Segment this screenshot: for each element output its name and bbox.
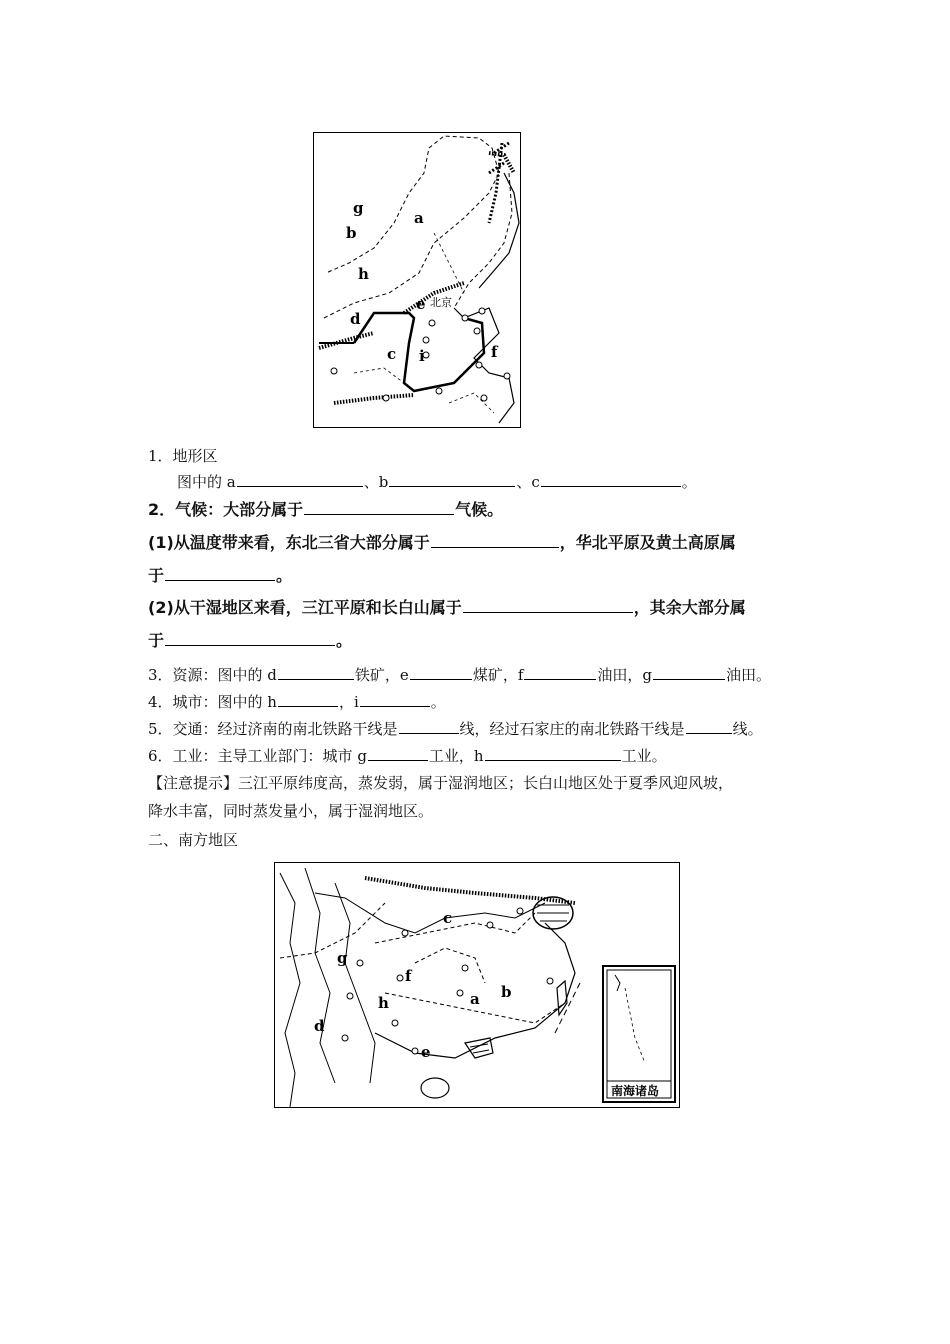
- blank-humid-rest[interactable]: [165, 631, 335, 646]
- blank-humid-sj[interactable]: [463, 598, 633, 613]
- blank-climate[interactable]: [304, 500, 454, 515]
- blank-i[interactable]: [360, 692, 430, 707]
- q1-title: 1．地形区: [148, 447, 218, 465]
- map-label-g: g: [353, 199, 364, 217]
- map-label-beijing: 北京: [430, 296, 452, 309]
- s-map-label-c: c: [443, 909, 453, 927]
- map-label-b: b: [346, 224, 357, 242]
- map-label-a: a: [414, 209, 424, 227]
- blank-a[interactable]: [237, 472, 363, 487]
- map-label-h: h: [358, 265, 369, 283]
- blank-h-industry[interactable]: [485, 746, 621, 761]
- blank-d[interactable]: [278, 665, 354, 680]
- s-map-label-h: h: [378, 994, 389, 1012]
- blank-temp-ne[interactable]: [431, 533, 559, 548]
- map-label-f: f: [491, 343, 498, 361]
- blank-temp-nc[interactable]: [165, 566, 275, 581]
- blank-h[interactable]: [278, 692, 338, 707]
- q2-1b: 于 。: [148, 566, 293, 585]
- north-china-map: [313, 132, 521, 428]
- s-map-label-b: b: [501, 983, 512, 1001]
- inset-label: 南海诸岛: [611, 1084, 660, 1098]
- map-label-i: i: [419, 347, 425, 365]
- q2-1: (1)从温度带来看，东北三省大部分属于 ，华北平原及黄土高原属: [148, 533, 736, 552]
- s-map-label-g: g: [337, 949, 348, 967]
- blank-e[interactable]: [410, 665, 472, 680]
- blank-jinan-rail[interactable]: [399, 719, 459, 734]
- blank-c[interactable]: [541, 472, 681, 487]
- q5: 5．交通：经过济南的南北铁路干线是 线，经过石家庄的南北铁路干线是 线。: [148, 720, 763, 738]
- q1-body: 图中的 a 、b 、c 。: [177, 473, 697, 491]
- map-label-c: c: [387, 345, 397, 363]
- s-map-label-d: d: [314, 1017, 325, 1035]
- q2-2b: 于 。: [148, 631, 353, 650]
- blank-g[interactable]: [653, 665, 725, 680]
- q4: 4．城市：图中的 h ，i 。: [148, 693, 446, 711]
- s-map-label-f: f: [405, 967, 412, 985]
- s-map-label-e: e: [421, 1043, 431, 1061]
- q3: 3．资源：图中的 d 铁矿，e 煤矿，f 油田，g 油田。: [148, 666, 771, 684]
- blank-b[interactable]: [389, 472, 515, 487]
- tip-line-1: 【注意提示】三江平原纬度高，蒸发弱，属于湿润地区；长白山地区处于夏季风迎风坡，: [148, 774, 734, 792]
- south-china-map: [274, 862, 680, 1108]
- blank-g-industry[interactable]: [368, 746, 428, 761]
- map-label-d: d: [350, 310, 361, 328]
- section-2-heading: 二、南方地区: [148, 831, 239, 849]
- blank-f[interactable]: [524, 665, 596, 680]
- tip-line-2: 降水丰富，同时蒸发量小，属于湿润地区。: [148, 802, 434, 820]
- blank-sjz-rail[interactable]: [686, 719, 732, 734]
- q2-2: (2)从干湿地区来看，三江平原和长白山属于 ，其余大部分属: [148, 598, 746, 617]
- map-label-e: e: [416, 295, 426, 313]
- s-map-label-a: a: [470, 990, 480, 1008]
- q2-title: 2．气候：大部分属于 气候。: [148, 500, 504, 519]
- q6: 6．工业：主导工业部门：城市 g 工业，h 工业。: [148, 747, 667, 765]
